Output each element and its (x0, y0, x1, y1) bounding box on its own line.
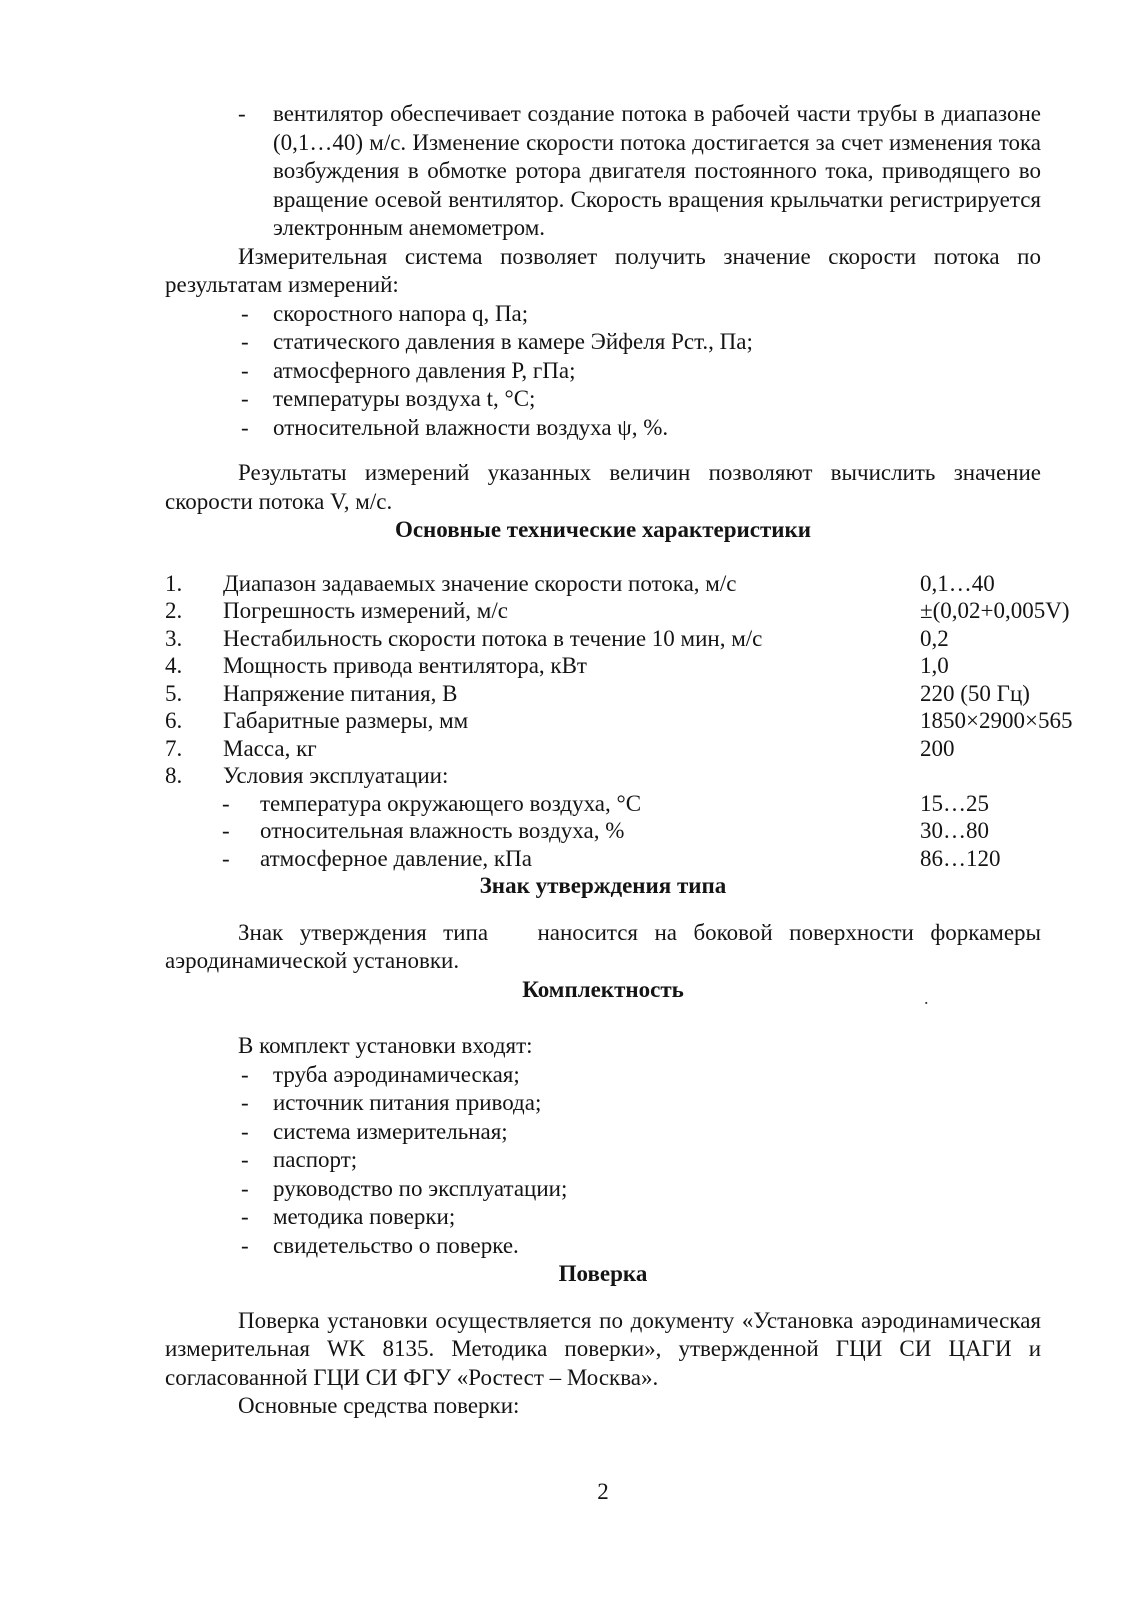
spec-value: 0,2 (920, 625, 949, 651)
list-item-text: скоростного напора q, Па; (273, 300, 529, 326)
spec-label: Габаритные размеры, мм (223, 708, 469, 733)
section-title-verification: Поверка (558, 1261, 648, 1286)
spec-row (165, 625, 1041, 653)
approval-mark-paragraph: Знак утверждения типа наносится на боковой поверхности форкамеры аэродинамической установки. (165, 919, 1041, 973)
spec-row (165, 762, 1041, 790)
completeness-lead-paragraph: В комплект установки входят: (238, 1033, 533, 1058)
spec-label: Мощность привода вентилятора, кВт (223, 653, 587, 678)
spec-number: 2. (165, 598, 183, 623)
measured-values-list (165, 300, 1041, 443)
spec-label: Погрешность измерений, м/с (223, 598, 508, 623)
list-item (165, 1089, 1041, 1118)
list-item (165, 414, 1041, 443)
verification-lead-paragraph: Основные средства поверки: (238, 1393, 520, 1418)
list-item-text: температуры воздуха t, °С; (273, 386, 536, 411)
dash-bullet: - (241, 1090, 249, 1115)
dash-bullet: - (241, 1175, 249, 1201)
spec-label: Масса, кг (223, 735, 317, 761)
dash-bullet: - (241, 329, 249, 354)
spec-value: 200 (920, 735, 955, 761)
completeness-list (165, 1061, 1041, 1261)
dash-bullet: - (241, 414, 249, 440)
spec-row (165, 707, 1073, 735)
dash-bullet: - (238, 101, 246, 126)
document-content (165, 100, 1073, 1506)
list-item-text: относительной влажности воздуха ψ, %. (273, 414, 669, 440)
condition-label: температура окружающего воздуха, °С (260, 790, 642, 816)
list-item (165, 328, 1041, 357)
dash-bullet: - (222, 845, 230, 871)
list-item-text: труба аэродинамическая; (273, 1061, 520, 1087)
spec-number: 8. (165, 763, 183, 788)
list-item (165, 1118, 1041, 1147)
spec-row (165, 735, 1041, 763)
condition-label: относительная влажность воздуха, % (260, 818, 625, 843)
section-title-specs: Основные технические характеристики (394, 517, 812, 542)
spec-row (165, 652, 1041, 680)
intro-bullet-paragraph (165, 100, 1041, 243)
operating-condition-row (165, 845, 1041, 873)
condition-value: 15…25 (920, 790, 989, 816)
list-item (165, 1146, 1041, 1175)
list-item (165, 385, 1041, 414)
list-item-text: источник питания привода; (273, 1090, 542, 1115)
section-title-approval-mark: Знак утверждения типа (479, 873, 727, 898)
list-item-text: методика поверки; (273, 1204, 456, 1229)
list-item-text: руководство по эксплуатации; (273, 1175, 568, 1201)
operating-condition-row (165, 817, 1041, 845)
list-item-text: атмосферного давления Р, гПа; (273, 357, 576, 383)
spec-value: ±(0,02+0,005V) (920, 598, 1070, 623)
dash-bullet: - (241, 300, 249, 326)
list-item (165, 1203, 1041, 1232)
condition-value: 30…80 (920, 818, 989, 843)
spec-number: 1. (165, 570, 183, 596)
condition-value: 86…120 (920, 845, 1001, 871)
verification-paragraph: Поверка установки осуществляется по документу «Установка аэродинамическая измерительная WK 8135. Методика поверки», утвержденной ГЦИ СИ ЦАГИ и согласованной ГЦИ СИ ФГУ «Ростест – Москва». (165, 1307, 1041, 1390)
dash-bullet: - (241, 1204, 249, 1229)
dash-bullet: - (241, 1232, 249, 1258)
list-item-text: система измерительная; (273, 1118, 508, 1144)
results-note-paragraph: Результаты измерений указанных величин позволяют вычислить значение скорости потока V, м/с. (165, 460, 1041, 514)
list-item (165, 1232, 1041, 1261)
spec-number: 6. (165, 708, 183, 733)
dash-bullet: - (241, 1118, 249, 1144)
list-item (165, 1061, 1041, 1090)
scan-artifact-dot: . (924, 988, 929, 1008)
section-title-completeness: Комплектность (522, 976, 684, 1002)
dash-bullet: - (241, 1061, 249, 1087)
dash-bullet: - (222, 818, 230, 843)
dash-bullet: - (222, 790, 230, 816)
spec-value: 1,0 (920, 653, 949, 678)
spec-value: 0,1…40 (920, 570, 995, 596)
specs-list (165, 570, 1073, 873)
spec-number: 3. (165, 625, 183, 651)
spec-label: Диапазон задаваемых значение скорости потока, м/с (223, 570, 737, 596)
dash-bullet: - (241, 1147, 249, 1172)
list-item-text: статического давления в камере Эйфеля Рст., Па; (273, 329, 753, 354)
intro-bullet-text: вентилятор обеспечивает создание потока в рабочей части трубы в диапазоне (0,1…40) м/с. Изменение скорости потока достигается за счет изменения тока возбуждения в обмотке ротора двигателя постоянного тока, приводящего во вращение осевой вентилятор. Скорость вращения крыльчатки регистрируется электронным анемометром. (273, 101, 1041, 240)
page-number: 2 (597, 1478, 609, 1504)
spec-number: 5. (165, 680, 183, 706)
spec-label: Нестабильность скорости потока в течение 10 мин, м/с (223, 625, 763, 651)
spec-row (165, 680, 1041, 708)
spec-number: 7. (165, 735, 183, 761)
list-item (165, 300, 1041, 329)
measuring-system-paragraph: Измерительная система позволяет получить значение скорости потока по результатам измерений: (165, 243, 1041, 297)
spec-value: 220 (50 Гц) (920, 680, 1030, 706)
list-item-text: свидетельство о поверке. (273, 1232, 519, 1258)
dash-bullet: - (241, 386, 249, 411)
list-item-text: паспорт; (273, 1147, 358, 1172)
spec-row (165, 570, 1041, 598)
list-item (165, 1175, 1041, 1204)
spec-number: 4. (165, 653, 183, 678)
list-item (165, 357, 1041, 386)
condition-label: атмосферное давление, кПа (260, 845, 532, 871)
dash-bullet: - (241, 357, 249, 383)
spec-label: Условия эксплуатации: (223, 763, 449, 788)
spec-row (165, 597, 1070, 625)
spec-value: 1850×2900×565 (920, 708, 1073, 733)
spec-label: Напряжение питания, В (223, 680, 458, 706)
operating-condition-row (165, 790, 1041, 818)
